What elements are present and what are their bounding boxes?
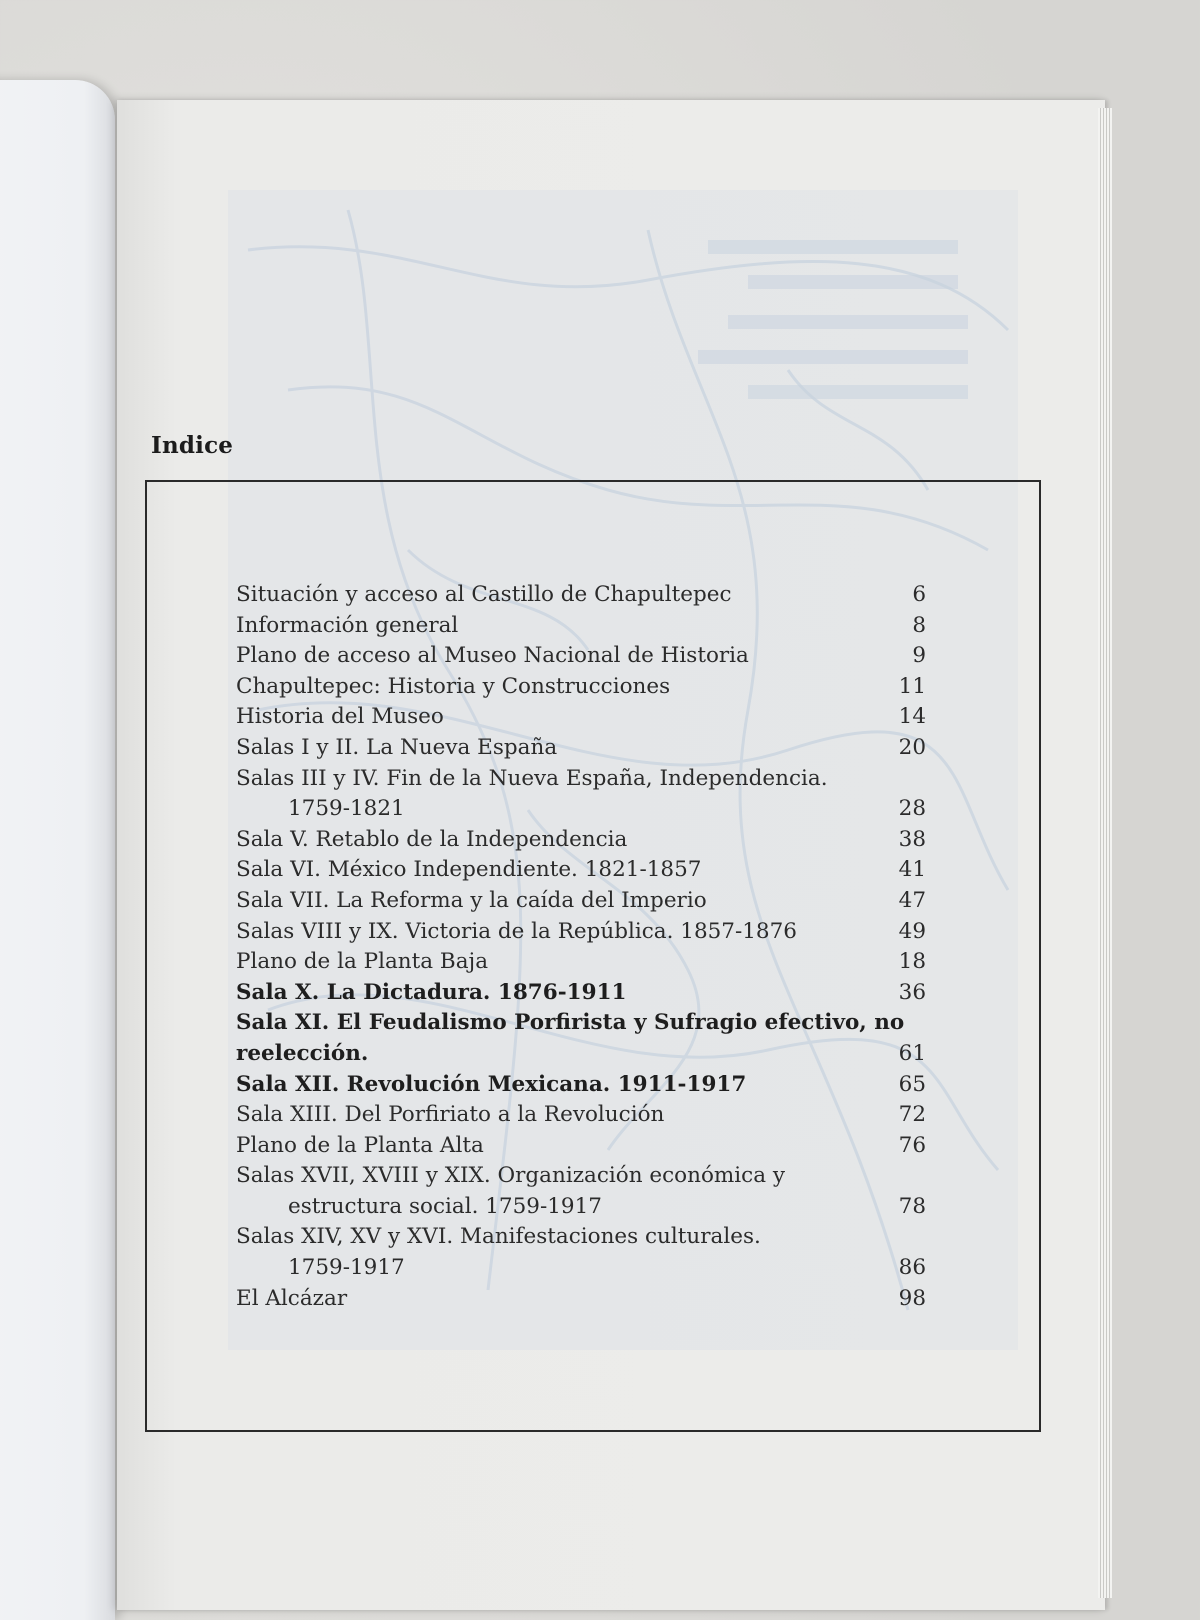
toc-entry xyxy=(236,580,926,611)
toc-entry-page: 41 xyxy=(898,857,926,883)
toc-entry xyxy=(236,702,926,733)
toc-entry-label: Sala VII. La Reforma y la caída del Imperio xyxy=(236,887,707,913)
toc-entry xyxy=(236,1161,926,1222)
toc-entry-page: 47 xyxy=(898,887,926,913)
toc-entry-page: 61 xyxy=(898,1040,926,1066)
toc-entry-label: Sala XI. El Feudalismo Porfirista y Sufragio efectivo, no xyxy=(236,1010,905,1036)
toc-entry xyxy=(236,641,926,672)
toc-entry xyxy=(236,764,926,825)
toc-entry-page: 36 xyxy=(898,979,926,1005)
toc-entry-label: Salas I y II. La Nueva España xyxy=(236,734,558,760)
toc-entry-page: 20 xyxy=(898,734,926,760)
page-title: Indice xyxy=(151,432,234,459)
toc-entry-page: 8 xyxy=(912,612,926,638)
left-page-edge xyxy=(0,80,115,1620)
toc-entry-label: Sala V. Retablo de la Independencia xyxy=(236,826,628,852)
toc-entry xyxy=(236,1284,926,1315)
toc-entry xyxy=(236,672,926,703)
toc-entry-label: Plano de acceso al Museo Nacional de Historia xyxy=(236,643,749,669)
table-of-contents xyxy=(236,580,926,1314)
toc-entry-label: Salas III y IV. Fin de la Nueva España, Independencia. xyxy=(236,765,828,791)
toc-entry-label: Sala XIII. Del Porfiriato a la Revolución xyxy=(236,1102,665,1128)
toc-entry-page: 11 xyxy=(898,673,926,699)
toc-entry-page: 38 xyxy=(898,826,926,852)
toc-entry xyxy=(236,1100,926,1131)
toc-entry-label: Salas XIV, XV y XVI. Manifestaciones culturales. xyxy=(236,1224,761,1250)
toc-entry-label: Información general xyxy=(236,612,459,638)
toc-entry-page: 86 xyxy=(898,1255,926,1281)
toc-entry-page: 9 xyxy=(912,643,926,669)
toc-entry-label: Situación y acceso al Castillo de Chapultepec xyxy=(236,582,732,607)
toc-entry-page: 49 xyxy=(898,918,926,944)
toc-entry-page: 14 xyxy=(898,704,926,730)
page-stack-edge xyxy=(1098,108,1112,1598)
toc-entry-label: El Alcázar xyxy=(236,1285,348,1311)
toc-entry xyxy=(236,886,926,917)
toc-entry-page: 98 xyxy=(898,1285,926,1311)
toc-entry-continuation: 1759-1917 xyxy=(288,1255,405,1281)
toc-entry xyxy=(236,978,926,1009)
toc-entry-label: Plano de la Planta Alta xyxy=(236,1132,484,1158)
toc-entry xyxy=(236,1008,926,1069)
toc-entry-label: Chapultepec: Historia y Construcciones xyxy=(236,673,671,699)
toc-entry-continuation: 1759-1821 xyxy=(288,796,405,822)
toc-entry xyxy=(236,733,926,764)
toc-entry-page: 65 xyxy=(898,1071,926,1097)
toc-entry-label: Sala VI. México Independiente. 1821-1857 xyxy=(236,857,702,883)
toc-entry xyxy=(236,917,926,948)
toc-entry-label: Historia del Museo xyxy=(236,704,444,730)
toc-entry-label: Salas VIII y IX. Victoria de la República. 1857-1876 xyxy=(236,918,797,944)
toc-entry xyxy=(236,825,926,856)
toc-entry-label: Sala X. La Dictadura. 1876-1911 xyxy=(236,979,627,1005)
toc-entry-page: 76 xyxy=(898,1132,926,1158)
toc-entry xyxy=(236,1070,926,1101)
toc-entry-page: 72 xyxy=(898,1102,926,1128)
toc-entry xyxy=(236,1222,926,1283)
toc-entry-continuation: reelección. xyxy=(236,1040,369,1066)
toc-entry-page: 78 xyxy=(898,1193,926,1219)
toc-entry-continuation: estructura social. 1759-1917 xyxy=(288,1193,602,1219)
toc-entry-label: Plano de la Planta Baja xyxy=(236,949,489,975)
toc-entry-label: Salas XVII, XVIII y XIX. Organización económica y xyxy=(236,1163,785,1189)
toc-entry-page: 6 xyxy=(912,582,926,607)
toc-entry-page: 28 xyxy=(898,796,926,822)
toc-entry xyxy=(236,611,926,642)
toc-entry xyxy=(236,855,926,886)
toc-entry xyxy=(236,1131,926,1162)
toc-entry-label: Sala XII. Revolución Mexicana. 1911-1917 xyxy=(236,1071,747,1097)
toc-entry xyxy=(236,947,926,978)
toc-entry-page: 18 xyxy=(898,949,926,975)
